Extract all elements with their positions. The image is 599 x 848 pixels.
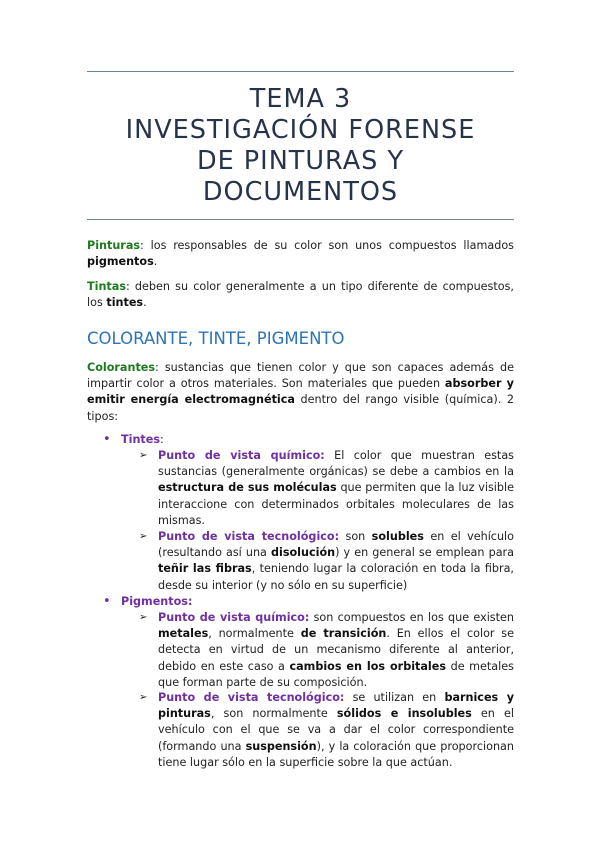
tintes-tecnologico-bold-1: solubles [371, 530, 424, 543]
tintes-tecnologico-text-2: en el vehículo (resultando así una [158, 530, 515, 560]
title-line-2: INVESTIGACIÓN FORENSE [125, 115, 476, 145]
pigmentos-tecnologico-text-4: ), y la coloración que proporcionan tiene lugar sólo en la superficie sobre la que actúan. [158, 739, 514, 769]
tintas-paragraph [87, 279, 514, 311]
pinturas-text: : los responsables de su color son unos compuestos llamados [140, 239, 514, 252]
tintes-quimico-text-1: El color que muestran estas sustancias (generalmente orgánicas) se debe a cambios en la [158, 449, 514, 479]
colorantes-label: Colorantes [87, 361, 156, 374]
pigmentos-tecnologico-bold-2: sólidos e insolubles [336, 707, 472, 721]
colorantes-bold-1: absorber y emitir energía electromagnética [87, 377, 514, 407]
pigmentos-quimico [139, 610, 514, 691]
tintes-tecnologico-bold-3: teñir las fibras [158, 562, 252, 576]
pigmentos-tecnologico-text-2: , son normalmente [210, 707, 337, 721]
colorantes-paragraph [87, 360, 514, 425]
pigmentos-tecnologico-text-1: se utilizan en [344, 691, 445, 704]
pigmentos-quimico-bold-2: de transición [300, 627, 387, 641]
title-bottom-rule [87, 219, 514, 220]
pinturas-bold: pigmentos [87, 255, 154, 269]
pinturas-end: . [153, 255, 158, 269]
tintes-tecnologico-bold-2: disolución [270, 546, 336, 560]
tintes-tecnologico-label: Punto de vista tecnológico: [158, 530, 340, 543]
pigmentos-label: Pigmentos: [121, 595, 193, 608]
tintes-label: Tintes [121, 433, 161, 446]
tintes-tecnologico-text-3: ) y en general se emplean para [335, 546, 515, 560]
tintes-quimico-bold-1: estructura de sus moléculas [158, 481, 337, 495]
tintes-colon: : [160, 433, 164, 446]
pigmentos-tecnologico-bold-3: suspensión [245, 739, 317, 753]
pinturas-label: Pinturas [87, 239, 141, 252]
tintes-quimico [139, 448, 514, 529]
pigmentos-quimico-text-2: , normalmente [208, 627, 301, 641]
tintes-quimico-label: Punto de vista químico: [158, 449, 325, 462]
tintas-end: . [143, 296, 147, 310]
arrow-bullet-icon: ➢ [139, 692, 148, 703]
bullet-pigmentos [103, 594, 192, 610]
arrow-bullet-icon: ➢ [139, 450, 148, 461]
bullet-tintes [103, 432, 164, 448]
colorantes-text-1: : sustancias que tienen color y que son capaces además de impartir color a otros materiales. Son materiales que pueden [87, 361, 514, 391]
pigmentos-quimico-text-4: de metales que forman parte de su composición. [158, 659, 514, 689]
tintes-tecnologico-text-4: , teniendo lugar la coloración en toda la fibra, desde su interior (y no sólo en su superficie) [158, 562, 514, 592]
pigmentos-quimico-text-1: son compuestos en los que existen [309, 611, 514, 624]
pigmentos-quimico-bold-3: cambios en los orbitales [289, 659, 447, 673]
bullet-icon: • [103, 594, 111, 609]
pigmentos-quimico-text-3: . En ellos el color se detecta en virtud de un mecanismo diferente al anterior, debido en este caso a [158, 627, 514, 673]
bullet-icon: • [103, 432, 111, 447]
arrow-bullet-icon: ➢ [139, 612, 148, 623]
tintas-label: Tintas [87, 280, 126, 293]
tintes-quimico-text-2: que permiten que la luz visible interaccione con determinados orbitales moleculares de las mismas. [158, 481, 514, 527]
pigmentos-tecnologico-label: Punto de vista tecnológico: [158, 691, 345, 704]
tintes-tecnologico [139, 529, 514, 594]
page-title [87, 84, 514, 208]
pinturas-paragraph [87, 238, 514, 270]
top-rule [87, 71, 514, 72]
title-line-4: DOCUMENTOS [202, 177, 399, 207]
pigmentos-tecnologico [139, 690, 514, 771]
pigmentos-tecnologico-bold-1: barnices y pinturas [158, 691, 515, 721]
title-line-1: TEMA 3 [249, 84, 352, 114]
tintes-tecnologico-text-1: son [339, 530, 372, 543]
tintas-text: : deben su color generalmente a un tipo diferente de compuestos, los [87, 280, 514, 310]
pigmentos-quimico-bold-1: metales [158, 627, 209, 641]
section-heading: COLORANTE, TINTE, PIGMENTO [87, 329, 345, 348]
title-line-3: DE PINTURAS Y [196, 146, 405, 176]
pigmentos-tecnologico-text-3: en el vehículo con el que se va a dar el color correspondiente (formando una [158, 707, 514, 753]
colorantes-text-2: dentro del rango visible (química). 2 tipos: [87, 393, 514, 423]
arrow-bullet-icon: ➢ [139, 531, 148, 542]
pigmentos-quimico-label: Punto de vista químico: [158, 611, 310, 624]
tintas-bold: tintes [106, 296, 144, 310]
